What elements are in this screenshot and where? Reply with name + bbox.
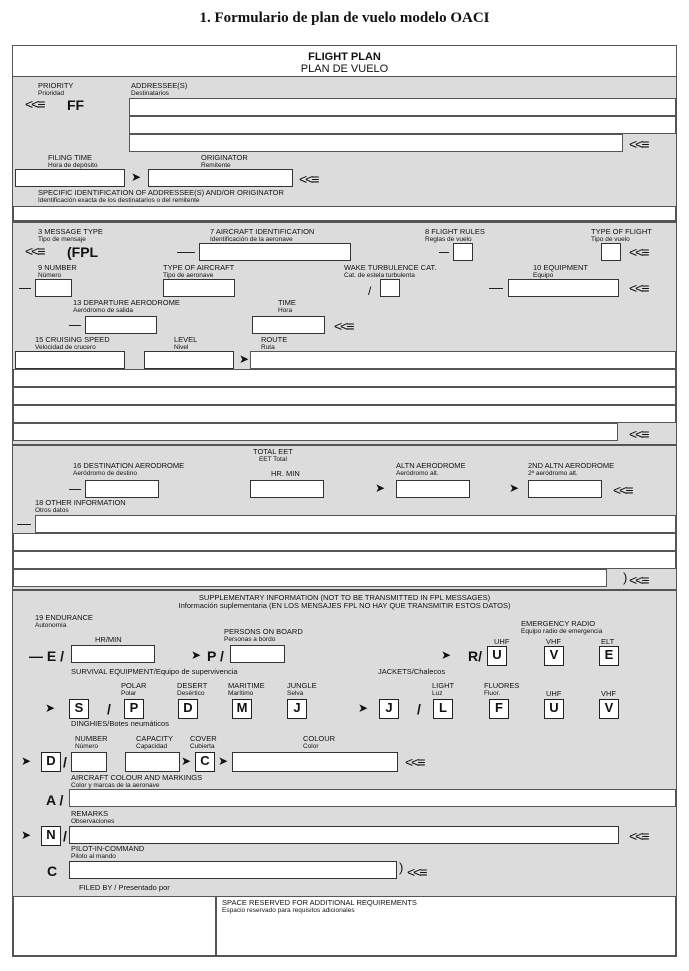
other-info-line-1[interactable]: [35, 515, 676, 533]
departure-label: 13 DEPARTURE AERODROME Aeródromo de salida: [73, 298, 180, 314]
type-aircraft-input[interactable]: [163, 279, 235, 297]
specific-id-label: SPECIFIC IDENTIFICATION OF ADDRESSEE(S) AND/OR ORIGINATOR Identificación exacta de los destinatarios o del remitente: [38, 188, 284, 204]
arrow-icon: <<≡: [25, 243, 44, 259]
desert-label: DESERT Desértico: [177, 681, 208, 697]
pointer-icon: ➤: [509, 481, 520, 495]
space-reserved-label: SPACE RESERVED FOR ADDITIONAL REQUIREMENTS Espacio reservado para requisitos adicionales: [222, 898, 417, 914]
pointer-icon: ➤: [239, 352, 250, 366]
pointer-icon: ➤: [45, 701, 56, 715]
emergency-elt-label: ELT: [601, 637, 615, 646]
dinghies-colour-input[interactable]: [232, 752, 398, 772]
section-divider: [13, 444, 676, 446]
addressee-line-2[interactable]: [129, 116, 676, 134]
altn-input[interactable]: [396, 480, 470, 498]
originator-input[interactable]: [148, 169, 293, 187]
route-line-4[interactable]: [13, 405, 676, 423]
remarks-n-box[interactable]: N: [41, 826, 61, 846]
survival-s-box[interactable]: S: [69, 699, 89, 719]
pointer-icon: ➤: [181, 754, 192, 768]
departure-input[interactable]: [85, 316, 157, 334]
time-label: TIME Hora: [278, 298, 296, 314]
route-line-3[interactable]: [13, 387, 676, 405]
slash: /: [63, 754, 67, 770]
emergency-vhf-label: VHF: [546, 637, 561, 646]
route-line-1[interactable]: [250, 351, 676, 369]
level-input[interactable]: [144, 351, 234, 369]
type-of-flight-input[interactable]: [601, 243, 621, 261]
form-header: [13, 46, 676, 77]
priority-value: FF: [67, 97, 85, 113]
filing-time-input[interactable]: [15, 169, 125, 187]
filing-time-label: FILING TIME Hora de depósito: [48, 153, 98, 169]
section-divider: [13, 221, 676, 223]
jungle-label: JUNGLE Selva: [287, 681, 317, 697]
originator-label: ORIGINATOR Remitente: [201, 153, 248, 169]
pointer-icon: ➤: [131, 170, 142, 184]
arrow-icon: <<≡: [25, 96, 44, 112]
addressee-label: ADDRESSEE(S) Destinatarios: [131, 81, 188, 97]
aircraft-id-input[interactable]: [199, 243, 351, 261]
arrow-icon: <<≡: [629, 280, 648, 296]
arrow-icon: <<≡: [629, 244, 648, 260]
remarks-label: REMARKS Observaciones: [71, 809, 115, 825]
fluores-label: FLUORES Fluor.: [484, 681, 520, 697]
fluores-box[interactable]: F: [489, 699, 509, 719]
pointer-icon: ➤: [218, 754, 229, 768]
dinghies-cover-label: COVER Cubierta: [190, 734, 217, 750]
pic-letter: C: [47, 863, 58, 879]
time-input[interactable]: [252, 316, 325, 334]
dash: [69, 489, 81, 490]
jungle-box[interactable]: J: [287, 699, 307, 719]
endurance-prefix: — E /: [29, 648, 65, 664]
pointer-icon: ➤: [21, 754, 32, 768]
jackets-vhf-label: VHF: [601, 689, 616, 698]
arrow-icon: <<≡: [405, 754, 424, 770]
destination-input[interactable]: [85, 480, 159, 498]
other-info-line-2[interactable]: [13, 533, 676, 551]
dash: [17, 524, 31, 525]
jackets-uhf-label: UHF: [546, 689, 562, 698]
flight-plan-form: [12, 45, 677, 957]
aircraft-colour-input[interactable]: [69, 789, 676, 807]
arrow-icon: <<≡: [629, 828, 648, 844]
slash: /: [107, 701, 111, 717]
altn2-label: 2ND ALTN AERODROME 2ª aeródromo alt.: [528, 461, 615, 477]
dinghies-number-input[interactable]: [71, 752, 107, 772]
pic-label: PILOT-IN-COMMAND Piloto al mando: [71, 844, 145, 860]
remarks-input[interactable]: [69, 826, 619, 844]
pointer-icon: ➤: [21, 828, 32, 842]
other-info-line-3[interactable]: [13, 551, 676, 569]
destination-label: 16 DESTINATION AERODROME Aeródromo de destino: [73, 461, 185, 477]
specific-id-input[interactable]: [13, 206, 676, 221]
jackets-j-box[interactable]: J: [379, 699, 399, 719]
total-eet-input[interactable]: [250, 480, 324, 498]
filed-by-label: FILED BY / Presentado por: [79, 883, 170, 892]
persons-label: PERSONS ON BOARD Personas a bordo: [224, 627, 303, 643]
route-line-2[interactable]: [13, 369, 676, 387]
wake-label: WAKE TURBULENCE CAT. Cat. de estela turbulenta: [344, 263, 437, 279]
polar-box[interactable]: P: [124, 699, 144, 719]
maritime-box[interactable]: M: [232, 699, 252, 719]
type-of-flight-label: TYPE OF FLIGHT Tipo de vuelo: [591, 227, 652, 243]
dash: [177, 252, 195, 253]
endurance-label: 19 ENDURANCE Autonomía: [35, 613, 93, 629]
light-label: LIGHT Luz: [432, 681, 455, 697]
form-subtitle: PLAN DE VUELO: [300, 63, 389, 75]
dash: [439, 252, 449, 253]
wake-input[interactable]: [380, 279, 400, 297]
number-label: 9 NUMBER Número: [38, 263, 77, 279]
arrow-icon: <<≡: [629, 426, 648, 442]
message-type-value: (FPL: [67, 244, 99, 260]
other-info-label: 18 OTHER INFORMATION Otros datos: [35, 498, 126, 514]
filed-by-input[interactable]: [13, 896, 216, 956]
arrow-icon: <<≡: [299, 171, 318, 187]
jackets-uhf-box[interactable]: U: [544, 699, 564, 719]
total-eet-label: TOTAL EET EET Total: [253, 447, 293, 463]
slash: /: [63, 828, 67, 844]
number-input[interactable]: [35, 279, 72, 297]
pointer-icon: ➤: [441, 648, 452, 662]
endurance-hrmin-label: HR/MIN: [95, 635, 122, 644]
altn2-input[interactable]: [528, 480, 602, 498]
route-line-5[interactable]: [13, 423, 618, 441]
dash: [19, 288, 31, 289]
level-label: LEVEL Nivel: [174, 335, 198, 351]
flight-rules-input[interactable]: [453, 243, 473, 261]
jackets-label: JACKETS/Chalecos: [378, 667, 446, 676]
close-paren: ): [399, 860, 404, 875]
persons-prefix: P /: [207, 648, 224, 664]
emergency-uhf-label: UHF: [494, 637, 510, 646]
jackets-vhf-box[interactable]: V: [599, 699, 619, 719]
cruising-input[interactable]: [15, 351, 125, 369]
hr-min-label: HR. MIN: [271, 469, 300, 478]
slash: /: [417, 701, 421, 717]
light-box[interactable]: L: [433, 699, 453, 719]
pointer-icon: ➤: [375, 481, 386, 495]
section-divider: [13, 589, 676, 591]
altn-label: ALTN AERODROME Aeródromo alt.: [396, 461, 466, 477]
dinghies-label: DINGHIES/Botes neumáticos: [71, 719, 169, 728]
persons-input[interactable]: [230, 645, 285, 663]
supp-subtitle: Información suplementaria (EN LOS MENSAJES FPL NO HAY QUE TRANSMITIR ESTOS DATOS): [178, 601, 511, 610]
emergency-prefix: R/: [468, 648, 483, 664]
dinghies-capacity-label: CAPACITY Capacidad: [136, 734, 173, 750]
emergency-elt-box[interactable]: E: [599, 646, 619, 666]
other-info-line-4[interactable]: [13, 569, 607, 587]
flight-rules-label: 8 FLIGHT RULES Reglas de vuelo: [425, 227, 485, 243]
document-title: 1. Formulario de plan de vuelo modelo OACI: [199, 10, 490, 26]
polar-label: POLAR Polar: [121, 681, 147, 697]
endurance-input[interactable]: [71, 645, 155, 663]
emergency-uhf-box[interactable]: U: [487, 646, 507, 666]
aircraft-colour-prefix: A /: [46, 792, 64, 808]
slash: /: [368, 284, 372, 298]
arrow-icon: <<≡: [334, 318, 353, 334]
equipment-label: 10 EQUIPMENT Equipo: [533, 263, 589, 279]
survival-label: SURVIVAL EQUIPMENT/Equipo de supervivencia: [71, 667, 238, 676]
message-type-label: 3 MESSAGE TYPE Tipo de mensaje: [38, 227, 103, 243]
emergency-label: EMERGENCY RADIO Equipo radio de emergencia: [521, 619, 603, 635]
addressee-line-3[interactable]: [129, 134, 623, 152]
desert-box[interactable]: D: [178, 699, 198, 719]
priority-label: PRIORITY Prioridad: [38, 81, 74, 97]
route-label: ROUTE Ruta: [261, 335, 288, 351]
dash: [69, 325, 81, 326]
supp-title: SUPPLEMENTARY INFORMATION (NOT TO BE TRANSMITTED IN FPL MESSAGES): [198, 593, 491, 602]
pointer-icon: ➤: [358, 701, 369, 715]
arrow-icon: <<≡: [613, 482, 632, 498]
form-title: FLIGHT PLAN: [308, 51, 381, 63]
pointer-icon: ➤: [191, 648, 202, 662]
dinghies-capacity-input[interactable]: [125, 752, 180, 772]
close-paren: ): [623, 570, 628, 585]
aircraft-id-label: 7 AIRCRAFT IDENTIFICATION Identificación de la aeronave: [210, 227, 315, 243]
pic-input[interactable]: [69, 861, 397, 879]
aircraft-colour-label: AIRCRAFT COLOUR AND MARKINGS Color y marcas de la aeronave: [71, 773, 203, 789]
dash: [489, 288, 503, 289]
dinghies-number-label: NUMBER Número: [75, 734, 108, 750]
arrow-icon: <<≡: [629, 572, 648, 588]
dinghies-d-box[interactable]: D: [41, 752, 61, 772]
dinghies-cover-box[interactable]: C: [195, 752, 215, 772]
equipment-input[interactable]: [508, 279, 619, 297]
emergency-vhf-box[interactable]: V: [544, 646, 564, 666]
dinghies-colour-label: COLOUR Color: [303, 734, 336, 750]
arrow-icon: <<≡: [407, 864, 426, 880]
cruising-label: 15 CRUISING SPEED Velocidad de crucero: [35, 335, 110, 351]
arrow-icon: <<≡: [629, 136, 648, 152]
addressee-line-1[interactable]: [129, 98, 676, 116]
type-aircraft-label: TYPE OF AIRCRAFT Tipo de aeronave: [163, 263, 235, 279]
maritime-label: MARITIME Marítimo: [228, 681, 265, 697]
